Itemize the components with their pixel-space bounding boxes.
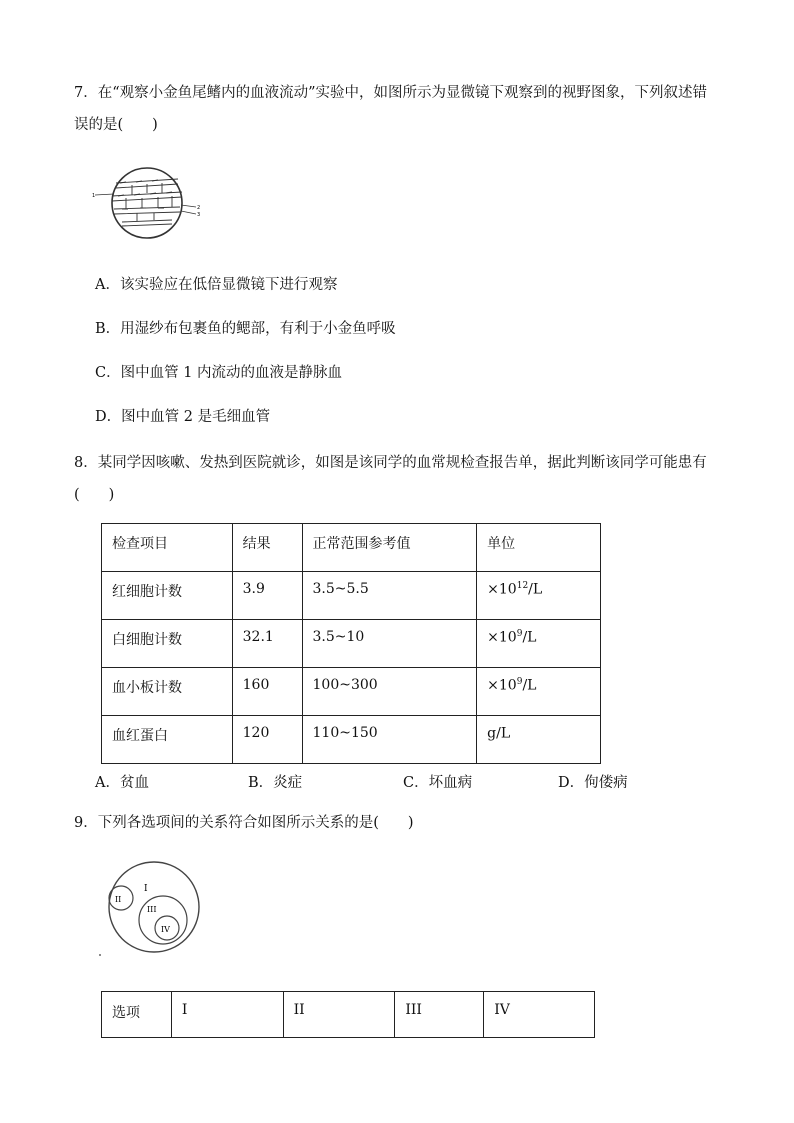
cell-unit: g/L — [477, 716, 601, 764]
header-i: I — [171, 992, 283, 1038]
cell-range: 100~300 — [302, 668, 477, 716]
header-iii: III — [395, 992, 484, 1038]
cell-range: 110~150 — [302, 716, 477, 764]
q7-option-b[interactable]: B．用湿纱布包裹鱼的鳃部，有利于小金鱼呼吸 — [95, 321, 396, 337]
q9-stem: 9．下列各选项间的关系符合如图所示关系的是( ) — [74, 815, 414, 831]
cell-unit: $\times 10^9/L$ — [477, 668, 601, 716]
q9-venn-figure — [97, 860, 215, 960]
venn-label-iii: III — [147, 905, 157, 914]
table-row — [102, 668, 601, 716]
cell-item: 血小板计数 — [102, 668, 233, 716]
q8-stem-line2: ( ) — [74, 487, 115, 503]
q8-option-d[interactable]: D．佝偻病 — [558, 775, 628, 791]
fig-label-1: 1 — [92, 193, 96, 199]
header-range: 正常范围参考值 — [302, 524, 477, 572]
cell-result: 3.9 — [232, 572, 302, 620]
venn-label-ii: II — [115, 895, 122, 904]
blood-test-table — [101, 523, 601, 764]
cell-item: 白细胞计数 — [102, 620, 233, 668]
q7-option-c[interactable]: C．图中血管 1 内流动的血液是静脉血 — [95, 365, 343, 381]
table-row — [102, 620, 601, 668]
table-row — [102, 572, 601, 620]
cell-item: 血红蛋白 — [102, 716, 233, 764]
q7-microscope-figure — [92, 165, 204, 243]
fig-label-3: 3 — [197, 212, 201, 218]
circle-iii — [139, 896, 187, 944]
q8-option-c[interactable]: C．坏血病 — [403, 775, 473, 791]
scan-dot — [99, 954, 101, 956]
header-option: 选项 — [102, 992, 172, 1038]
blood-vessels — [112, 179, 182, 226]
header-result: 结果 — [232, 524, 302, 572]
cell-result: 32.1 — [232, 620, 302, 668]
fig-label-2: 2 — [197, 205, 201, 211]
q8-option-a[interactable]: A．贫血 — [95, 775, 149, 791]
q8-stem-line1: 8．某同学因咳嗽、发热到医院就诊，如图是该同学的血常规检查报告单，据此判断该同学可能患有 — [74, 455, 707, 471]
q7-option-a[interactable]: A．该实验应在低倍显微镜下进行观察 — [95, 277, 338, 293]
venn-label-iv: IV — [161, 925, 170, 934]
table-header-row — [102, 992, 595, 1038]
cell-range: 3.5~10 — [302, 620, 477, 668]
header-unit: 单位 — [477, 524, 601, 572]
venn-label-i: I — [144, 884, 148, 894]
q7-stem-line2: 误的是( ) — [74, 117, 158, 133]
q8-option-b[interactable]: B．炎症 — [248, 775, 303, 791]
cell-unit: $\times 10^{12}/L$ — [477, 572, 601, 620]
cell-unit: $\times 10^9/L$ — [477, 620, 601, 668]
cell-result: 160 — [232, 668, 302, 716]
q7-stem-line1: 7．在“观察小金鱼尾鳍内的血液流动”实验中，如图所示为显微镜下观察到的视野图象，下列叙述错 — [74, 85, 708, 101]
header-ii: II — [283, 992, 395, 1038]
q7-option-d[interactable]: D．图中血管 2 是毛细血管 — [95, 409, 271, 425]
header-item: 检查项目 — [102, 524, 233, 572]
cell-result: 120 — [232, 716, 302, 764]
table-header-row — [102, 524, 601, 572]
table-row — [102, 716, 601, 764]
q9-options-table — [101, 991, 595, 1038]
cell-range: 3.5~5.5 — [302, 572, 477, 620]
header-iv: IV — [484, 992, 595, 1038]
field-of-view — [112, 168, 182, 238]
cell-item: 红细胞计数 — [102, 572, 233, 620]
